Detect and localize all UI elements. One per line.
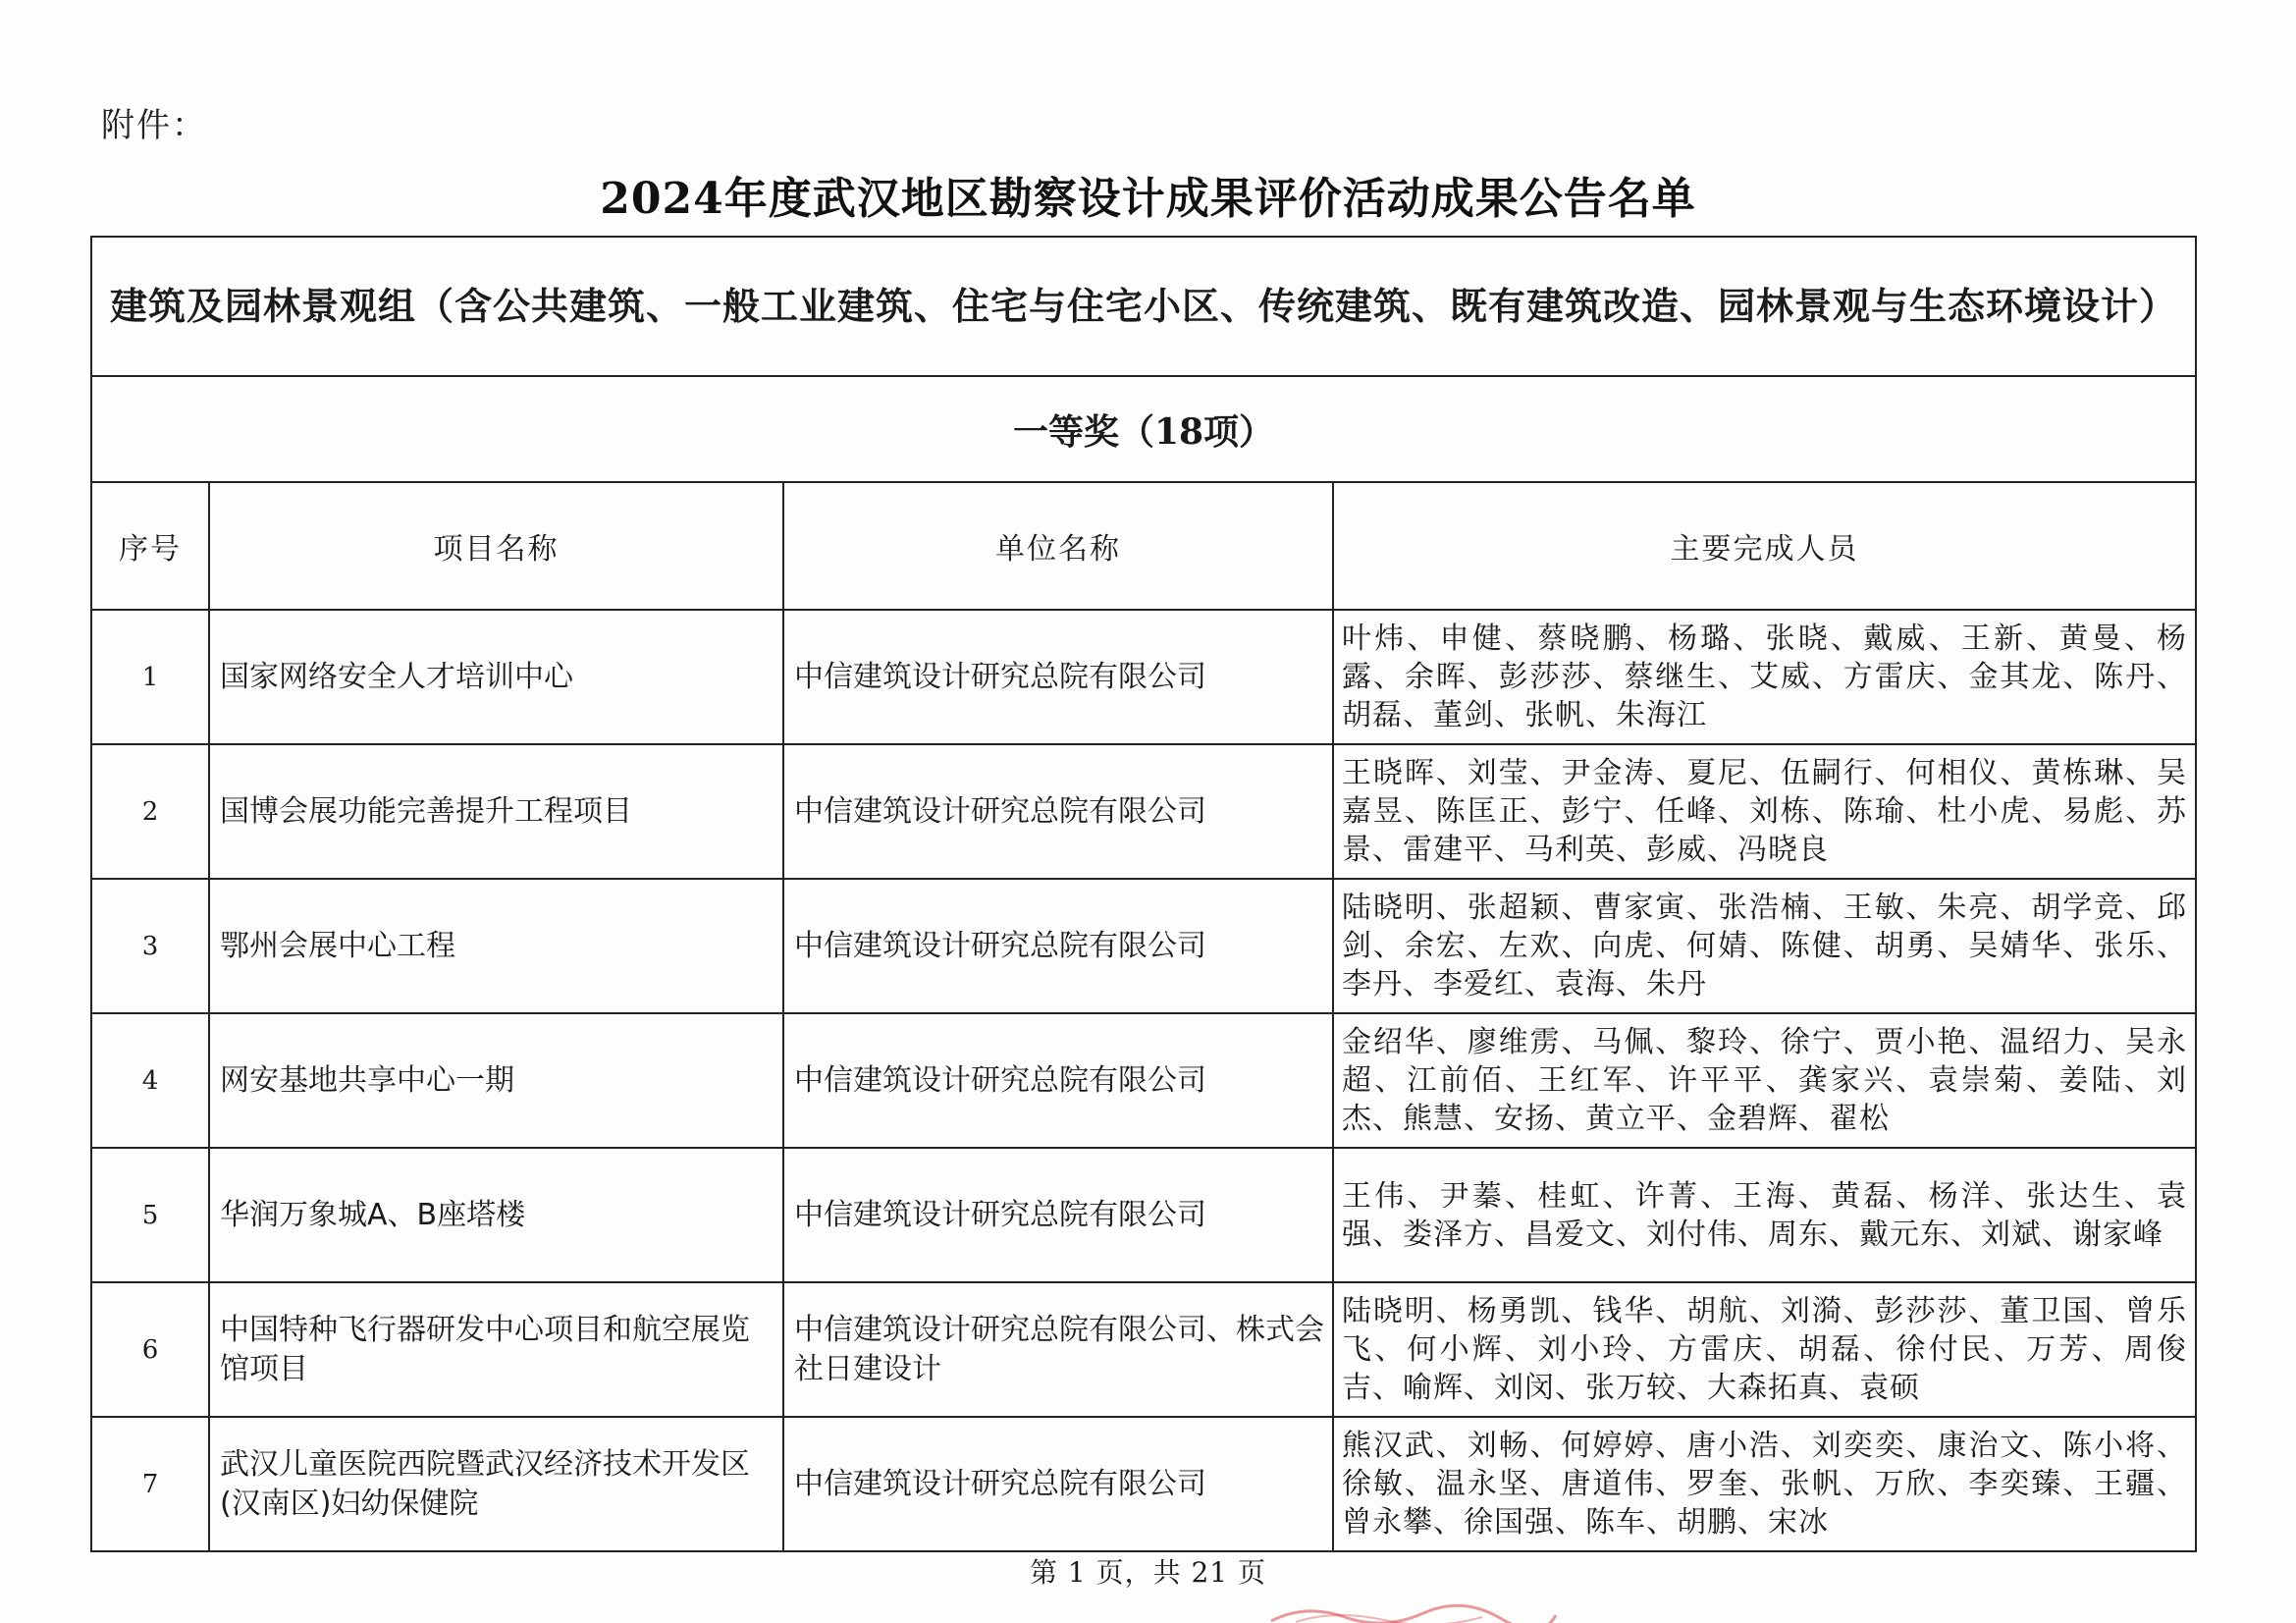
row-no: 2 <box>91 744 209 879</box>
row-no: 5 <box>91 1148 209 1282</box>
row-people: 叶炜、申健、蔡晓鹏、杨璐、张晓、戴威、王新、黄曼、杨露、余晖、彭莎莎、蔡继生、艾威、方雷庆、金其龙、陈丹、胡磊、董剑、张帆、朱海江 <box>1333 610 2196 744</box>
row-people: 陆晓明、杨勇凯、钱华、胡航、刘漪、彭莎莎、董卫国、曾乐飞、何小辉、刘小玲、方雷庆、胡磊、徐付民、万芳、周俊吉、喻辉、刘闵、张万较、大森拓真、袁硕 <box>1333 1282 2196 1417</box>
row-project: 国家网络安全人才培训中心 <box>209 610 783 744</box>
results-table <box>90 236 2197 1552</box>
table-header-row <box>91 482 2196 610</box>
row-no: 4 <box>91 1013 209 1148</box>
prize-level: 一等奖（18项） <box>91 376 2196 482</box>
row-people: 王晓晖、刘莹、尹金涛、夏尼、伍嗣行、何相仪、黄栋琳、吴嘉昱、陈匡正、彭宁、任峰、刘栋、陈瑜、杜小虎、易彪、苏景、雷建平、马利英、彭威、冯晓良 <box>1333 744 2196 879</box>
header-no: 序号 <box>91 482 209 610</box>
row-no: 1 <box>91 610 209 744</box>
row-no: 3 <box>91 879 209 1013</box>
header-unit: 单位名称 <box>783 482 1333 610</box>
table-row <box>91 744 2196 879</box>
row-unit: 中信建筑设计研究总院有限公司 <box>783 1013 1333 1148</box>
attachment-label: 附件： <box>101 106 207 145</box>
row-project: 武汉儿童医院西院暨武汉经济技术开发区(汉南区)妇幼保健院 <box>209 1417 783 1551</box>
row-unit: 中信建筑设计研究总院有限公司 <box>783 1148 1333 1282</box>
row-project: 国博会展功能完善提升工程项目 <box>209 744 783 879</box>
row-people: 金绍华、廖维雳、马佩、黎玲、徐宁、贾小艳、温绍力、吴永超、江前佰、王红军、许平平、龚家兴、袁崇菊、姜陆、刘杰、熊慧、安扬、黄立平、金碧辉、翟松 <box>1333 1013 2196 1148</box>
page-footer: 第 1 页，共 21 页 <box>1029 1556 1267 1589</box>
red-stamp-trace <box>1266 1596 1561 1623</box>
row-no: 7 <box>91 1417 209 1551</box>
table-row <box>91 1282 2196 1417</box>
group-title: 建筑及园林景观组（含公共建筑、一般工业建筑、住宅与住宅小区、传统建筑、既有建筑改造、园林景观与生态环境设计） <box>91 237 2196 376</box>
row-unit: 中信建筑设计研究总院有限公司 <box>783 610 1333 744</box>
row-unit: 中信建筑设计研究总院有限公司 <box>783 1417 1333 1551</box>
row-unit: 中信建筑设计研究总院有限公司 <box>783 744 1333 879</box>
row-unit: 中信建筑设计研究总院有限公司 <box>783 879 1333 1013</box>
row-project: 鄂州会展中心工程 <box>209 879 783 1013</box>
row-unit: 中信建筑设计研究总院有限公司、株式会社日建设计 <box>783 1282 1333 1417</box>
row-people: 陆晓明、张超颖、曹家寅、张浩楠、王敏、朱亮、胡学竞、邱剑、余宏、左欢、向虎、何婧、陈健、胡勇、吴婧华、张乐、李丹、李爱红、袁海、朱丹 <box>1333 879 2196 1013</box>
table-row <box>91 1148 2196 1282</box>
row-project: 中国特种飞行器研发中心项目和航空展览馆项目 <box>209 1282 783 1417</box>
row-project: 华润万象城A、B座塔楼 <box>209 1148 783 1282</box>
row-project: 网安基地共享中心一期 <box>209 1013 783 1148</box>
table-row <box>91 1417 2196 1551</box>
table-row <box>91 1013 2196 1148</box>
header-project: 项目名称 <box>209 482 783 610</box>
table-row <box>91 610 2196 744</box>
table-row <box>91 879 2196 1013</box>
row-people: 王伟、尹蓁、桂虹、许菁、王海、黄磊、杨洋、张达生、袁强、娄泽方、昌爱文、刘付伟、周东、戴元东、刘斌、谢家峰 <box>1333 1148 2196 1282</box>
header-people: 主要完成人员 <box>1333 482 2196 610</box>
page-title: 2024年度武汉地区勘察设计成果评价活动成果公告名单 <box>600 174 1696 224</box>
row-people: 熊汉武、刘畅、何婷婷、唐小浩、刘奕奕、康治文、陈小将、徐敏、温永坚、唐道伟、罗奎、张帆、万欣、李奕臻、王疆、曾永攀、徐国强、陈车、胡鹏、宋冰 <box>1333 1417 2196 1551</box>
row-no: 6 <box>91 1282 209 1417</box>
